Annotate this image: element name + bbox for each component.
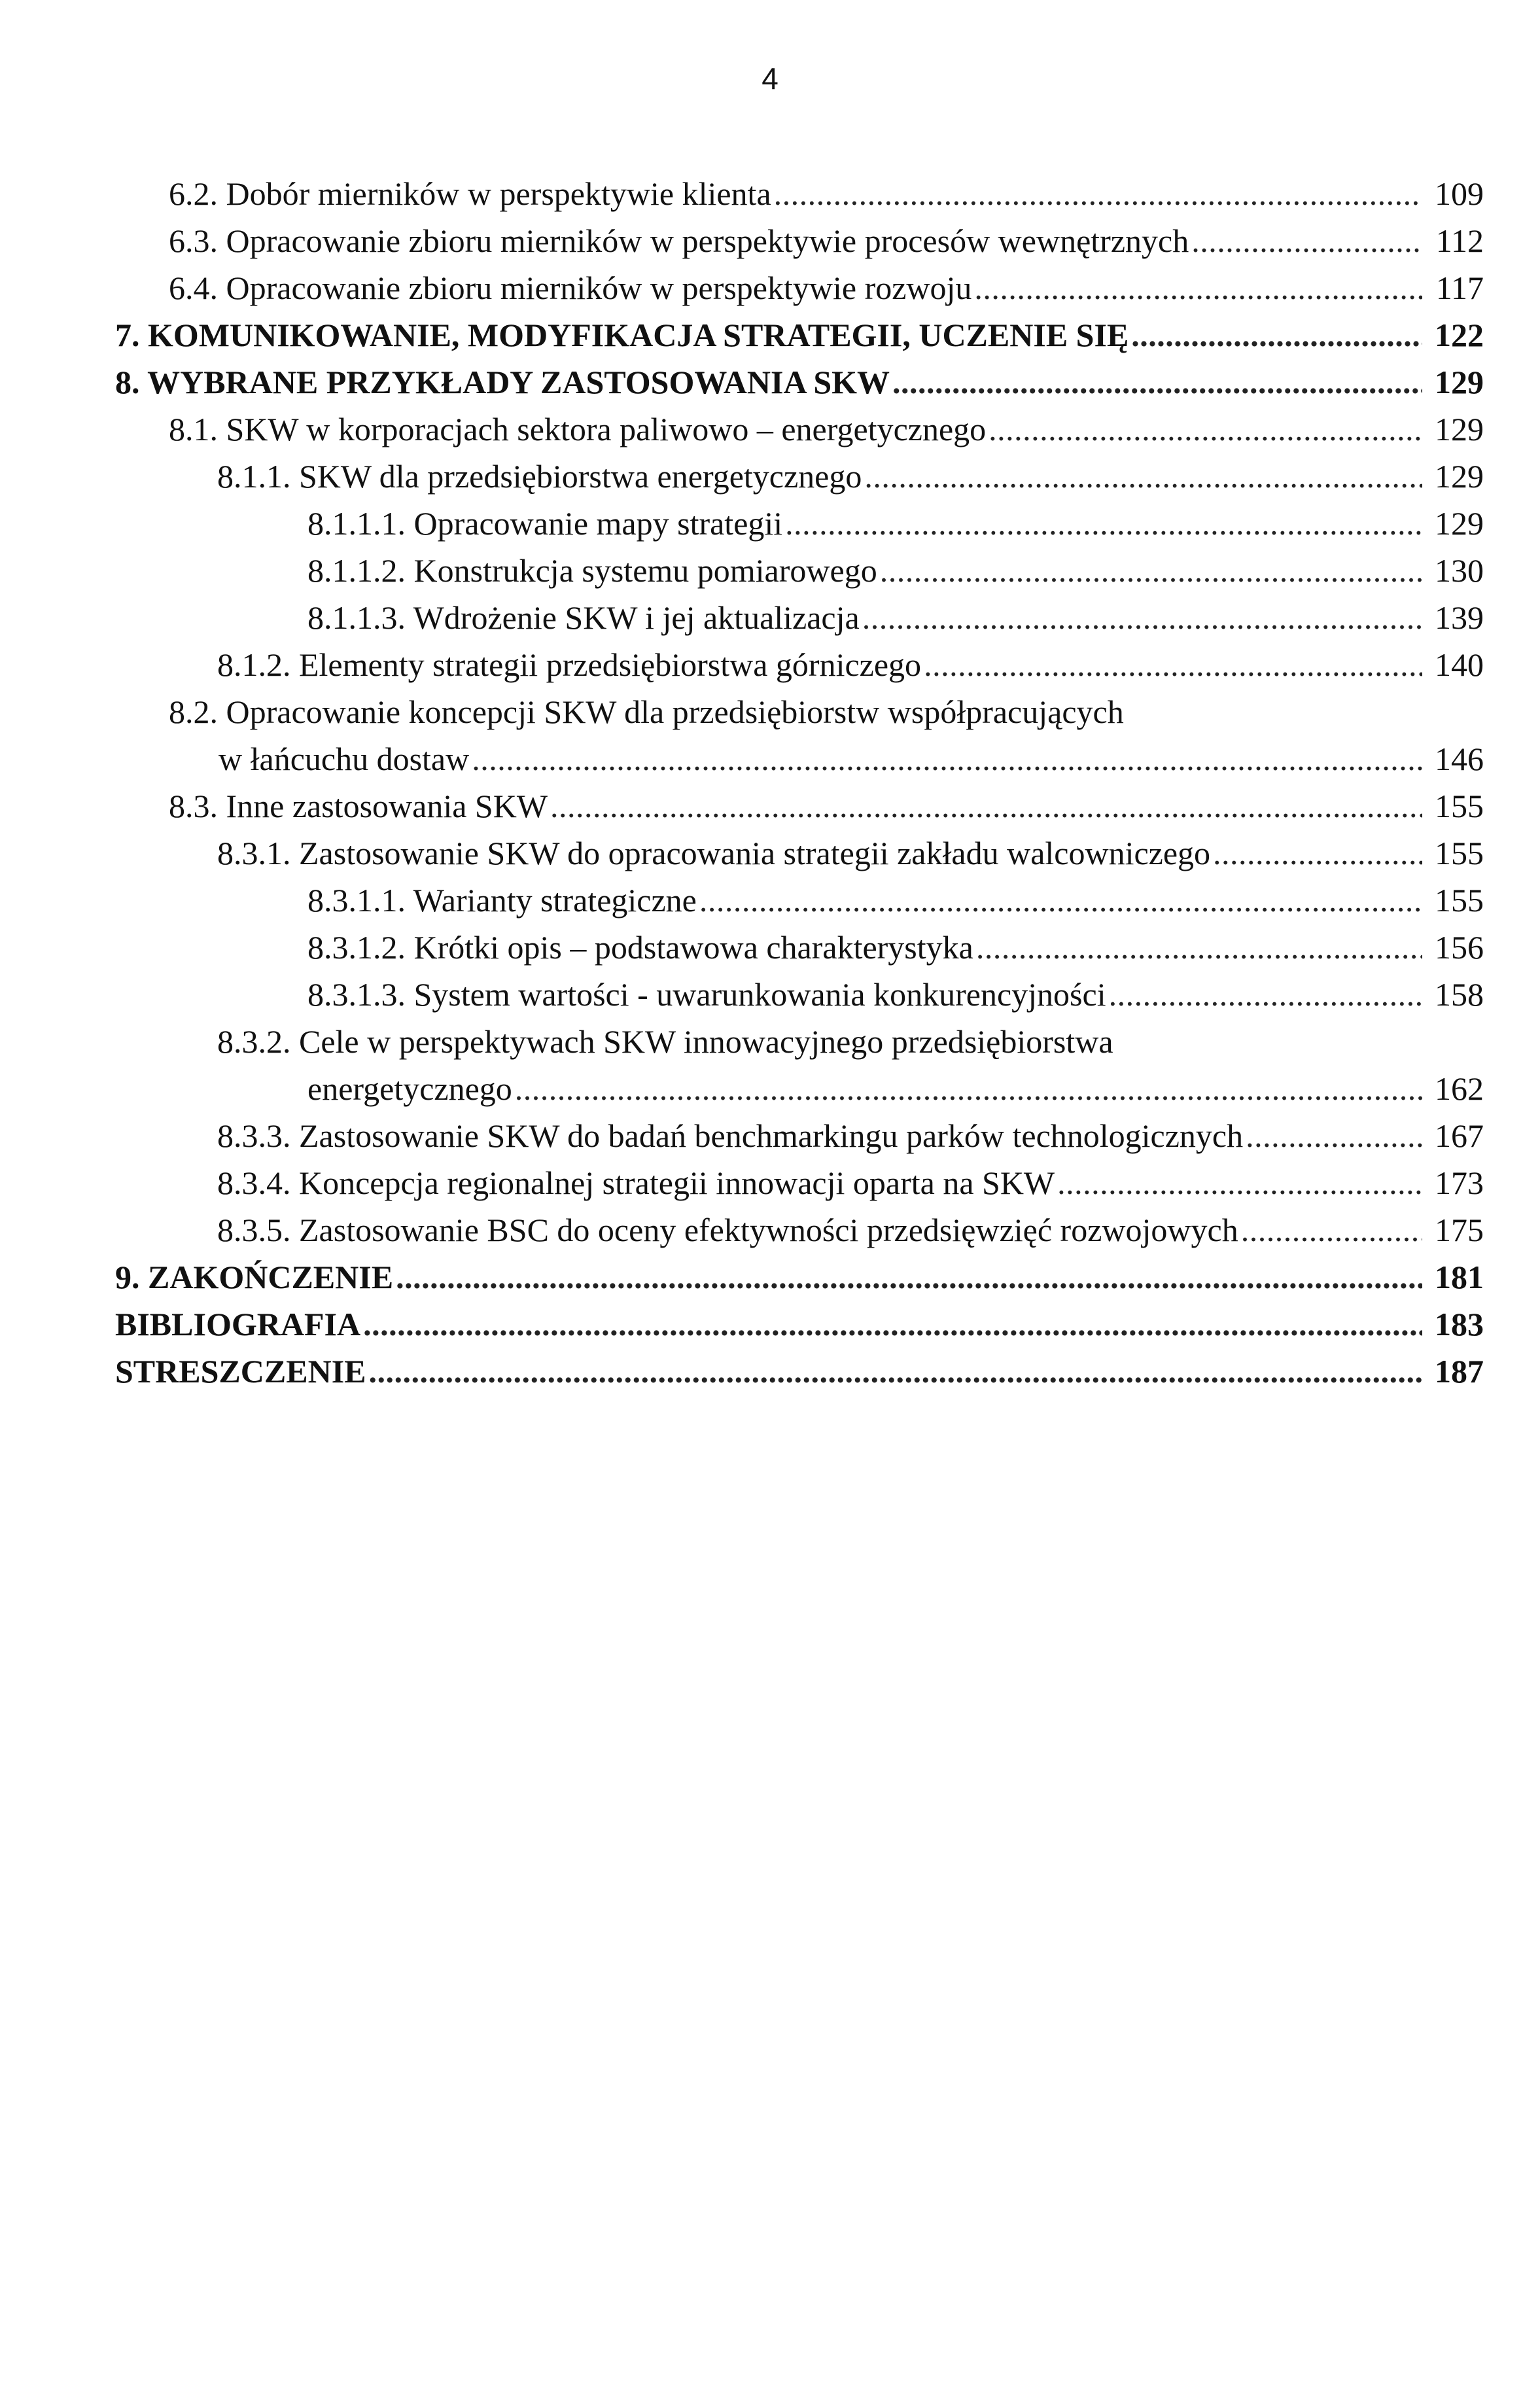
toc-entry-page: 122 — [1435, 317, 1484, 353]
toc-entry-title: 8.2. Opracowanie koncepcji SKW dla przedsiębiorstw współpracujących — [169, 693, 1124, 730]
toc-entry — [115, 830, 1484, 877]
toc-entry-title: STRESZCZENIE — [115, 1353, 366, 1390]
toc-entry-page: 155 — [1435, 788, 1484, 824]
toc-entry-title: BIBLIOGRAFIA — [115, 1306, 361, 1342]
toc-entry-title: 8.1.1.1. Opracowanie mapy strategii — [307, 505, 783, 542]
toc-entry-title: 8.3.1.1. Warianty strategiczne — [307, 882, 697, 919]
dot-leader — [1057, 1159, 1422, 1206]
dot-leader — [974, 264, 1422, 311]
toc-entry-title-continuation: w łańcuchu dostaw — [219, 741, 470, 777]
dot-leader — [1241, 1206, 1422, 1253]
toc-entry-page: 129 — [1435, 505, 1484, 542]
toc-entry-page: 117 — [1435, 270, 1484, 306]
toc-entry-title: 9. ZAKOŃCZENIE — [115, 1259, 394, 1295]
toc-entry-page: 183 — [1435, 1306, 1484, 1342]
toc-entry-page: 112 — [1435, 222, 1484, 259]
dot-leader — [989, 406, 1422, 453]
dot-leader — [1191, 217, 1422, 264]
toc-entry-title: 8.1.1.2. Konstrukcja systemu pomiarowego — [307, 552, 877, 589]
toc-entry-continuation — [115, 735, 1484, 782]
toc-entry-title: 8.3.2. Cele w perspektywach SKW innowacyjnego przedsiębiorstwa — [217, 1023, 1113, 1060]
toc-entry-title: 6.4. Opracowanie zbioru mierników w perspektywie rozwoju — [169, 270, 972, 306]
toc-entry-title: 7. KOMUNIKOWANIE, MODYFIKACJA STRATEGII, UCZENIE SIĘ — [115, 317, 1129, 353]
dot-leader — [396, 1253, 1422, 1301]
dot-leader — [369, 1348, 1423, 1395]
toc-entry-title: 6.3. Opracowanie zbioru mierników w perspektywie procesów wewnętrznych — [169, 222, 1189, 259]
toc-chapter — [115, 1301, 1484, 1348]
toc-entry-page: 140 — [1435, 646, 1484, 683]
toc-entry-page: 129 — [1435, 458, 1484, 495]
toc-entry — [115, 217, 1484, 264]
toc-chapter — [115, 1348, 1484, 1395]
toc-entry-page: 167 — [1435, 1117, 1484, 1154]
toc-entry — [115, 547, 1484, 594]
toc-entry-continuation — [115, 1065, 1484, 1112]
toc-entry — [115, 782, 1484, 830]
toc-entry — [115, 924, 1484, 971]
dot-leader — [1246, 1112, 1422, 1159]
dot-leader — [550, 782, 1422, 830]
dot-leader — [1131, 311, 1422, 359]
toc-entry-title: 6.2. Dobór mierników w perspektywie klienta — [169, 175, 771, 212]
toc-entry — [115, 1206, 1484, 1253]
toc-chapter — [115, 311, 1484, 359]
page-number: 4 — [761, 61, 779, 96]
toc-entry — [115, 688, 1484, 735]
toc-entry-page: 139 — [1435, 599, 1484, 636]
toc-entry-page: 129 — [1435, 411, 1484, 447]
toc-entry-page: 129 — [1435, 364, 1484, 400]
toc-entry-title: 8.1.2. Elementy strategii przedsiębiorstwa górniczego — [217, 646, 922, 683]
toc-entry — [115, 594, 1484, 641]
toc-entry-title: 8.3.3. Zastosowanie SKW do badań benchmarkingu parków technologicznych — [217, 1117, 1244, 1154]
toc-entry — [115, 971, 1484, 1018]
dot-leader — [1213, 830, 1422, 877]
toc-entry-page: 130 — [1435, 552, 1484, 589]
toc-entry — [115, 453, 1484, 500]
toc-entry — [115, 264, 1484, 311]
dot-leader — [924, 641, 1422, 688]
dot-leader — [892, 359, 1422, 406]
toc-entry-title: 8. WYBRANE PRZYKŁADY ZASTOSOWANIA SKW — [115, 364, 890, 400]
toc-entry — [115, 500, 1484, 547]
toc-entry — [115, 641, 1484, 688]
dot-leader — [785, 500, 1422, 547]
toc-entry-page: 155 — [1435, 835, 1484, 871]
toc-entry — [115, 877, 1484, 924]
toc-entry-title: 8.1.1.3. Wdrożenie SKW i jej aktualizacja — [307, 599, 860, 636]
toc-entry-page: 155 — [1435, 882, 1484, 919]
toc-entry-title: 8.3.1.2. Krótki opis – podstawowa charakterystyka — [307, 929, 973, 966]
toc-entry-page: 109 — [1435, 175, 1484, 212]
toc-entry-title-continuation: energetycznego — [307, 1070, 512, 1107]
toc-entry — [115, 1159, 1484, 1206]
dot-leader — [472, 735, 1422, 782]
toc-entry-page: 173 — [1435, 1164, 1484, 1201]
toc-entry-page: 162 — [1435, 1070, 1484, 1107]
toc-entry-page: 175 — [1435, 1212, 1484, 1248]
dot-leader — [699, 877, 1422, 924]
toc-entry-page: 146 — [1435, 741, 1484, 777]
toc-entry — [115, 1112, 1484, 1159]
toc-entry-page: 156 — [1435, 929, 1484, 966]
toc-chapter — [115, 359, 1484, 406]
toc-entry — [115, 406, 1484, 453]
toc-entry-title: 8.3.4. Koncepcja regionalnej strategii innowacji oparta na SKW — [217, 1164, 1055, 1201]
dot-leader — [864, 453, 1422, 500]
toc-entry-title: 8.3.1.3. System wartości - uwarunkowania konkurencyjności — [307, 976, 1106, 1013]
toc-entry-title: 8.3.5. Zastosowanie BSC do oceny efektywności przedsięwzięć rozwojowych — [217, 1212, 1238, 1248]
toc-entry — [115, 1018, 1484, 1065]
toc-entry-title: 8.1.1. SKW dla przedsiębiorstwa energetycznego — [217, 458, 862, 495]
dot-leader — [515, 1065, 1422, 1112]
dot-leader — [976, 924, 1422, 971]
toc-entry-title: 8.3.1. Zastosowanie SKW do opracowania strategii zakładu walcowniczego — [217, 835, 1211, 871]
toc-entry-title: 8.1. SKW w korporacjach sektora paliwowo – energetycznego — [169, 411, 987, 447]
dot-leader — [1109, 971, 1422, 1018]
toc-chapter — [115, 1253, 1484, 1301]
toc-entry-title: 8.3. Inne zastosowania SKW — [169, 788, 548, 824]
dot-leader — [774, 170, 1422, 217]
dot-leader — [880, 547, 1422, 594]
toc-entry — [115, 170, 1484, 217]
dot-leader — [862, 594, 1422, 641]
toc-entry-page: 181 — [1435, 1259, 1484, 1295]
toc-entry-page: 158 — [1435, 976, 1484, 1013]
toc-entry-page: 187 — [1435, 1353, 1484, 1390]
dot-leader — [363, 1301, 1422, 1348]
